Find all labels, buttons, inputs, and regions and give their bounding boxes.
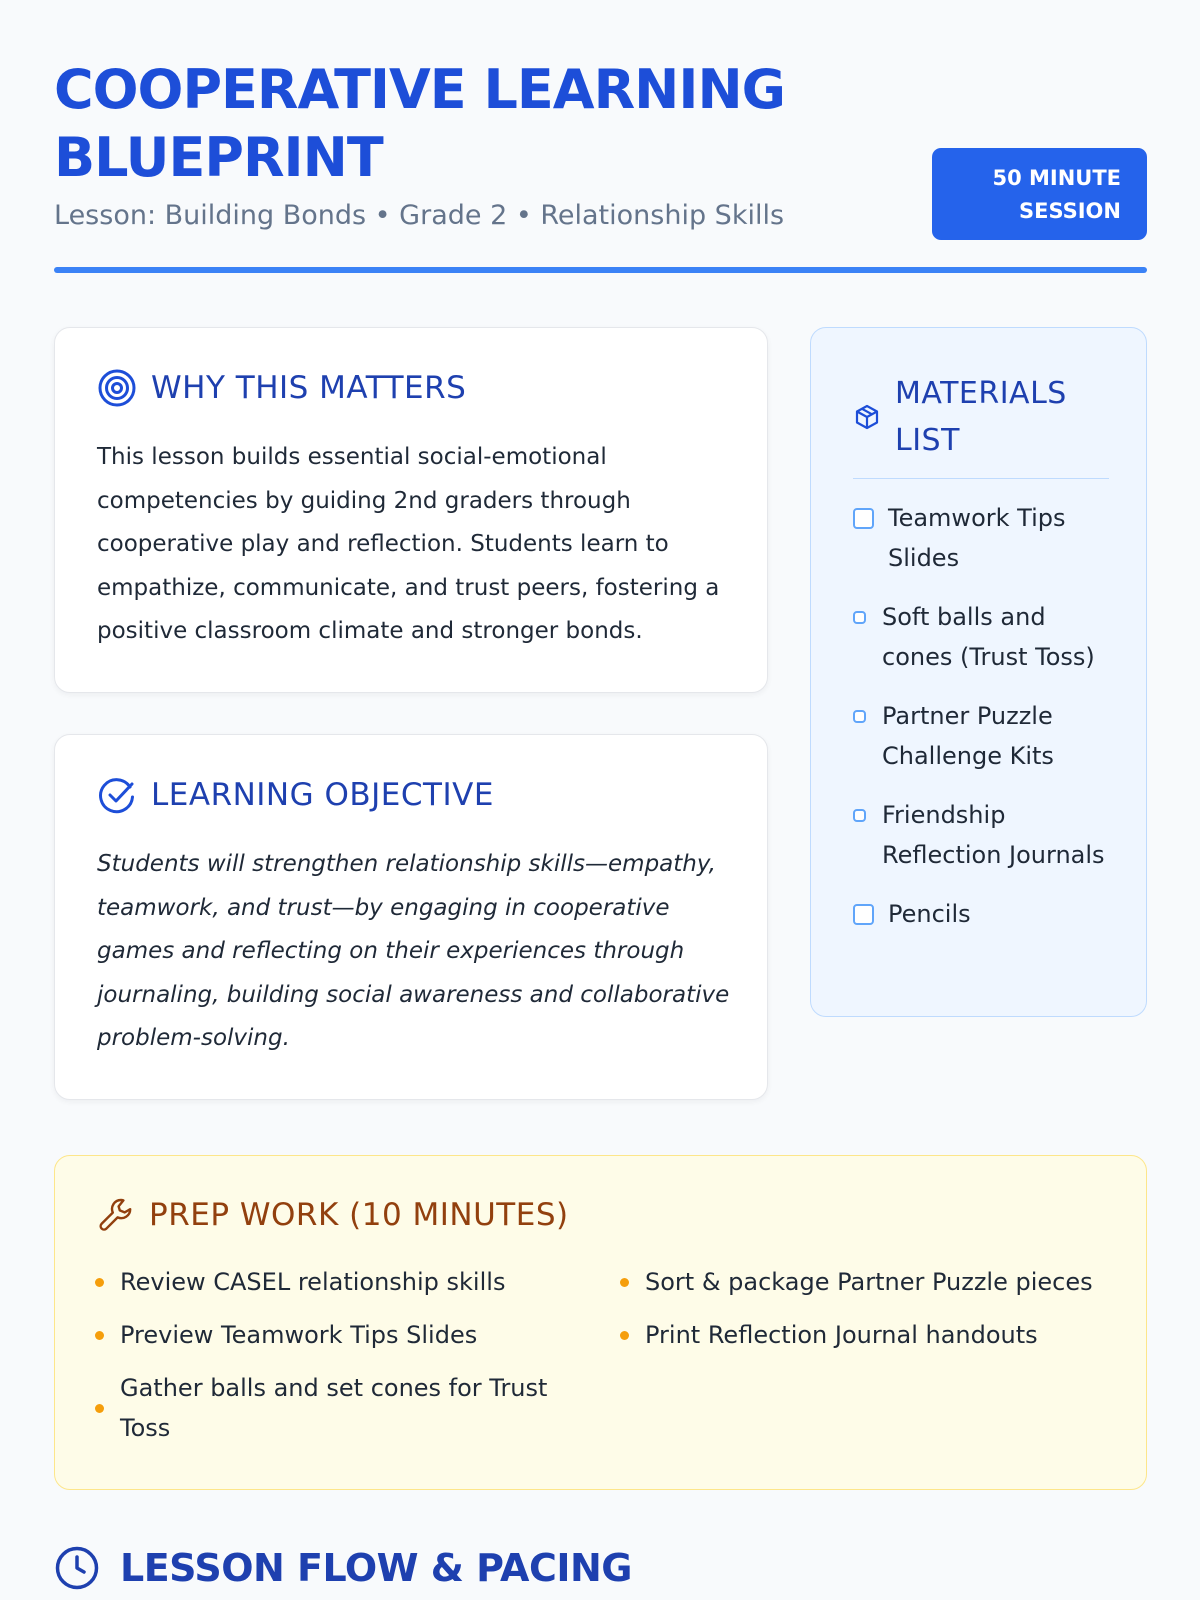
wrench-icon xyxy=(97,1196,135,1234)
bullet-icon xyxy=(95,1331,104,1340)
bullet-icon xyxy=(95,1278,104,1287)
material-label: Partner Puzzle Challenge Kits xyxy=(882,702,1054,770)
checkbox-icon[interactable] xyxy=(853,710,866,723)
why-heading: WHY THIS MATTERS xyxy=(151,370,467,406)
target-icon xyxy=(97,368,137,408)
material-label: Pencils xyxy=(888,900,971,928)
material-item[interactable] xyxy=(853,795,1113,875)
header-divider xyxy=(54,267,1147,273)
materials-heading: MATERIALS LIST xyxy=(895,376,1067,458)
lesson-flow-heading: LESSON FLOW & PACING xyxy=(120,1546,632,1590)
prep-header xyxy=(97,1196,569,1234)
material-label: Friendship Reflection Journals xyxy=(882,801,1105,869)
materials-header xyxy=(853,370,1109,479)
bullet-icon xyxy=(95,1404,104,1413)
prep-label: Sort & package Partner Puzzle pieces xyxy=(645,1268,1093,1296)
clock-icon xyxy=(54,1545,100,1591)
prep-item xyxy=(95,1368,565,1448)
box-icon xyxy=(853,403,881,431)
material-label: Soft balls and cones (Trust Toss) xyxy=(882,603,1095,671)
lesson-flow-header xyxy=(54,1545,632,1591)
objective-card-header xyxy=(97,775,494,815)
material-label: Teamwork Tips Slides xyxy=(888,504,1066,572)
checkbox-icon[interactable] xyxy=(853,611,866,624)
material-item[interactable] xyxy=(853,894,1113,934)
prep-heading: PREP WORK (10 MINUTES) xyxy=(149,1197,569,1233)
prep-item xyxy=(95,1262,565,1302)
checkbox-icon[interactable] xyxy=(853,508,874,529)
learning-objective-card xyxy=(54,734,768,1100)
objective-body: Students will strengthen relationship skills—empathy, teamwork, and trust—by engaging in cooperative games and reflecting on their experiences through journaling, building social awareness and collaborative problem-solving. xyxy=(97,851,730,1051)
prep-label: Print Reflection Journal handouts xyxy=(645,1321,1038,1349)
why-card-header xyxy=(97,368,466,408)
checkbox-icon[interactable] xyxy=(853,904,874,925)
material-item[interactable] xyxy=(853,498,1113,578)
material-item[interactable] xyxy=(853,597,1113,677)
lesson-subtitle: Lesson: Building Bonds • Grade 2 • Relationship Skills xyxy=(54,200,785,231)
session-length-badge: 50 MINUTE SESSION xyxy=(932,148,1147,240)
prep-item xyxy=(95,1315,565,1355)
page-title: COOPERATIVE LEARNING BLUEPRINT xyxy=(54,58,785,189)
why-body: This lesson builds essential social-emotional competencies by guiding 2nd graders through cooperative play and reflection. Students learn to empathize, communicate, and trust peers, fostering a positive classroom climate and stronger bonds. xyxy=(97,444,720,644)
why-this-matters-card xyxy=(54,327,768,693)
prep-item xyxy=(620,1262,1120,1302)
prep-label: Review CASEL relationship skills xyxy=(120,1268,506,1296)
prep-item xyxy=(620,1315,1120,1355)
bullet-icon xyxy=(620,1331,629,1340)
objective-heading: LEARNING OBJECTIVE xyxy=(151,777,494,813)
bullet-icon xyxy=(620,1278,629,1287)
checkbox-icon[interactable] xyxy=(853,809,866,822)
prep-label: Gather balls and set cones for Trust Toss xyxy=(120,1374,548,1442)
materials-list-panel xyxy=(810,327,1147,1017)
material-item[interactable] xyxy=(853,696,1113,776)
prep-work-panel xyxy=(54,1155,1147,1490)
check-circle-icon xyxy=(97,775,137,815)
materials-items xyxy=(853,498,1113,953)
prep-list-right xyxy=(620,1262,1120,1368)
prep-label: Preview Teamwork Tips Slides xyxy=(120,1321,478,1349)
prep-list-left xyxy=(95,1262,565,1461)
